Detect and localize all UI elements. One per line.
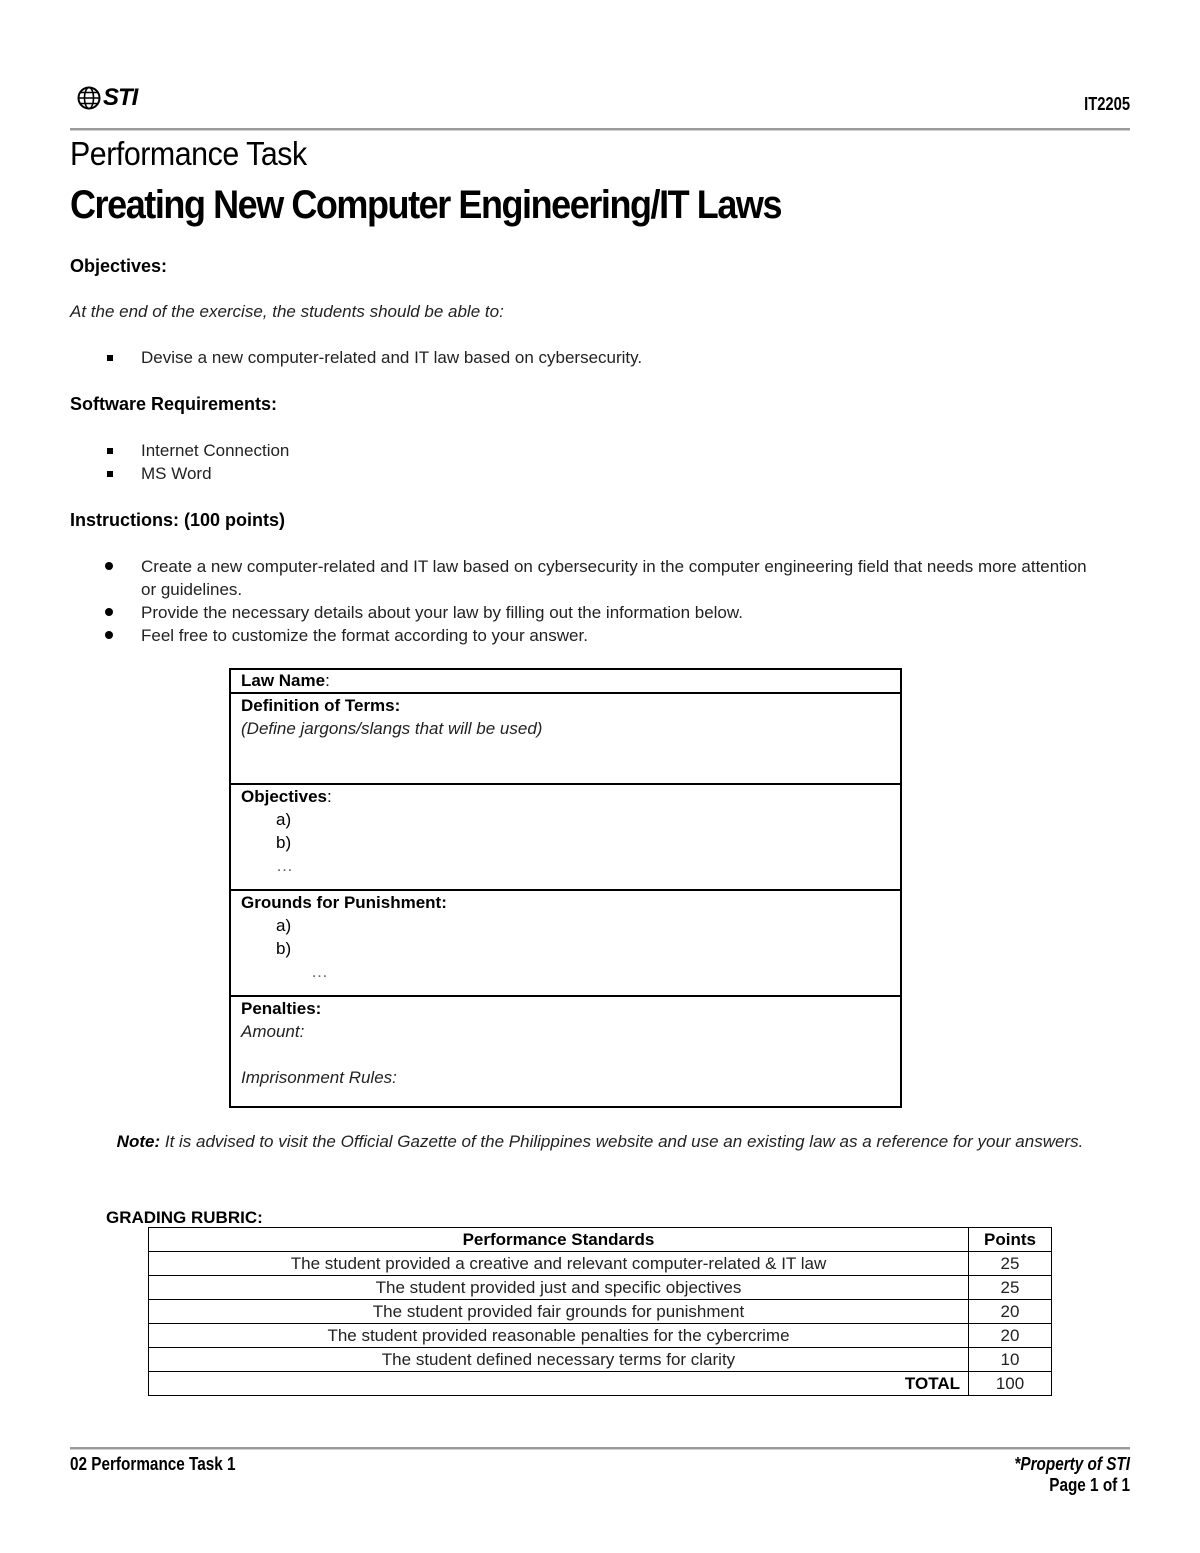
globe-icon (76, 86, 102, 110)
points-cell: 10 (969, 1348, 1052, 1372)
law-name-row: Law Name: (241, 671, 330, 690)
grounds-row (231, 889, 900, 995)
grounds-label: Grounds for Punishment: (241, 893, 447, 912)
standard-cell: The student provided just and specific objectives (149, 1276, 969, 1300)
grading-rubric-table (148, 1227, 1052, 1396)
footer-page-number: Page 1 of 1 (1049, 1475, 1130, 1495)
footer-property: *Property of STI (1014, 1454, 1130, 1474)
page-title: Creating New Computer Engineering/IT Laws (70, 183, 782, 227)
total-row (149, 1372, 1052, 1396)
rubric-title: GRADING RUBRIC: (106, 1208, 263, 1227)
objectives-label: Objectives (241, 787, 327, 806)
table-row (149, 1252, 1052, 1276)
objectives-list (70, 346, 642, 369)
points-cell: 20 (969, 1300, 1052, 1324)
header-rule (70, 128, 1130, 131)
penalties-label: Penalties: (241, 999, 322, 1018)
list-item: a) (276, 916, 292, 935)
footer-right (1014, 1454, 1130, 1496)
definition-row (231, 692, 900, 783)
objectives-row: Objectives: a) b) … (231, 783, 900, 889)
list-item: … (311, 962, 328, 981)
table-row (149, 1300, 1052, 1324)
definition-hint: (Define jargons/slangs that will be used) (241, 719, 543, 738)
table-row (149, 1348, 1052, 1372)
list-item: … (276, 856, 293, 875)
note-paragraph (70, 1130, 1130, 1153)
list-item: b) (276, 833, 292, 852)
points-cell: 20 (969, 1324, 1052, 1348)
standard-cell: The student provided a creative and relevant computer-related & IT law (149, 1252, 969, 1276)
footer-document-name: 02 Performance Task 1 (70, 1454, 236, 1474)
list-item: a) (276, 810, 292, 829)
penalties-row (231, 995, 900, 1106)
table-row (149, 1324, 1052, 1348)
objectives-heading: Objectives: (70, 256, 168, 276)
standard-cell: The student defined necessary terms for clarity (149, 1348, 969, 1372)
imprisonment-label: Imprisonment Rules: (241, 1068, 397, 1087)
note-label: Note: (116, 1132, 161, 1151)
total-points: 100 (969, 1372, 1052, 1396)
list-item: MS Word (70, 462, 289, 485)
sti-logo (76, 86, 137, 110)
law-name-label: Law Name (241, 671, 326, 690)
list-item: Devise a new computer-related and IT law based on cybersecurity. (70, 346, 642, 369)
list-item: Provide the necessary details about your law by filling out the information below. (70, 601, 1120, 624)
instructions-list (70, 555, 1120, 647)
points-cell: 25 (969, 1252, 1052, 1276)
footer-rule (70, 1447, 1130, 1450)
column-header: Performance Standards (149, 1228, 969, 1252)
law-form-table (229, 668, 902, 1108)
amount-label: Amount: (241, 1022, 305, 1041)
list-item: b) (276, 939, 292, 958)
objectives-intro: At the end of the exercise, the students should be able to: (70, 302, 504, 321)
page-subtitle: Performance Task (70, 135, 307, 172)
standard-cell: The student provided reasonable penalties for the cybercrime (149, 1324, 969, 1348)
note-text: It is advised to visit the Official Gazette of the Philippines website and use an existing law as a reference for your answers. (160, 1132, 1084, 1151)
definition-label: Definition of Terms: (241, 696, 401, 715)
list-item: Feel free to customize the format according to your answer. (70, 624, 1120, 647)
standard-cell: The student provided fair grounds for punishment (149, 1300, 969, 1324)
total-label: TOTAL (149, 1372, 969, 1396)
list-item: Internet Connection (70, 439, 289, 462)
points-cell: 25 (969, 1276, 1052, 1300)
column-header: Points (969, 1228, 1052, 1252)
software-heading: Software Requirements: (70, 394, 278, 414)
table-header-row (149, 1228, 1052, 1252)
list-item: Create a new computer-related and IT law based on cybersecurity in the computer engineering field that needs more attention or guidelines. (70, 555, 1120, 601)
instructions-heading: Instructions: (100 points) (70, 510, 286, 530)
course-code: IT2205 (1084, 94, 1130, 114)
software-list (70, 439, 289, 485)
table-row (149, 1276, 1052, 1300)
logo-text: STI (103, 84, 138, 111)
